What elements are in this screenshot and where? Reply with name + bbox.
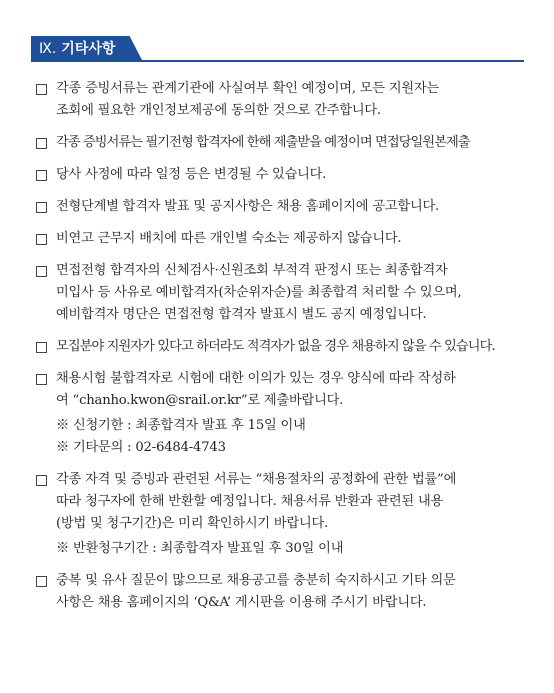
notice-note: ※ 신청기한 : 최종합격자 발표 후 15일 이내 [56,418,306,433]
checkbox-bullet-icon [36,342,47,353]
notice-line: 모집분야 지원자가 있다고 하더라도 적격자가 없을 경우 채용하지 않을 수 있습니다. [56,339,495,354]
notice-note: ※ 기타문의 : 02-6484-4743 [56,440,226,455]
notice-note: ※ 반환청구기간 : 최종합격자 발표일 후 30일 이내 [56,541,344,556]
notice-line: 전형단계별 합격자 발표 및 공지사항은 채용 홈페이지에 공고합니다. [56,199,440,214]
section-underline [31,60,524,62]
notice-line: 면접전형 합격자의 신체검사·신원조회 부적격 판정시 또는 최종합격자 [56,263,448,278]
checkbox-bullet-icon [36,576,47,587]
notice-list [36,78,526,614]
checkbox-bullet-icon [36,374,47,385]
notice-line: 각종 자격 및 증빙과 관련된 서류는 “채용절차의 공정화에 관한 법률”에 [56,472,457,487]
notice-line: 각종 증빙서류는 필기전형 합격자에 한해 제출받을 예정이며 면접당일원본제출 [56,135,470,150]
notice-item [36,228,526,250]
notice-line: 여 “chanho.kwon@srail.or.kr”로 제출바랍니다. [56,393,344,408]
notice-line: 사항은 채용 홈페이지의 ‘Q&A’ 게시판을 이용해 주시기 바랍니다. [56,595,427,610]
section-header [31,36,524,62]
notice-line: 각종 증빙서류는 관계기관에 사실여부 확인 예정이며, 모든 지원자는 [56,81,440,96]
notice-line: 조회에 필요한 개인정보제공에 동의한 것으로 간주합니다. [56,103,381,118]
checkbox-bullet-icon [36,475,47,486]
notice-line: 미입사 등 사유로 예비합격자(차순위자순)를 최종합격 처리할 수 있으며, [56,285,462,300]
notice-item [36,164,526,186]
checkbox-bullet-icon [36,266,47,277]
notice-item [36,78,526,122]
notice-item [36,368,526,459]
notice-item [36,336,526,358]
notice-line: 채용시험 불합격자로 시험에 대한 이의가 있는 경우 양식에 따라 작성하 [56,371,456,386]
section-number: Ⅸ. [39,41,57,57]
notice-line: 당사 사정에 따라 일정 등은 변경될 수 있습니다. [56,167,327,182]
notice-line: 예비합격자 명단은 면접전형 합격자 발표시 별도 공지 예정입니다. [56,307,427,322]
notice-line: (방법 및 청구기간)은 미리 확인하시기 바랍니다. [56,516,329,531]
notice-item [36,469,526,560]
notice-item [36,570,526,614]
checkbox-bullet-icon [36,234,47,245]
notice-line: 따라 청구자에 한해 반환할 예정입니다. 채용서류 반환과 관련된 내용 [56,494,444,509]
checkbox-bullet-icon [36,84,47,95]
section-heading [39,39,115,59]
checkbox-bullet-icon [36,170,47,181]
notice-item [36,132,526,154]
notice-item [36,260,526,326]
checkbox-bullet-icon [36,202,47,213]
notice-item [36,196,526,218]
checkbox-bullet-icon [36,138,47,149]
section-title: 기타사항 [61,41,116,57]
notice-line: 중복 및 유사 질문이 많으므로 채용공고를 충분히 숙지하시고 기타 의문 [56,573,456,588]
notice-line: 비연고 근무지 배치에 따른 개인별 숙소는 제공하지 않습니다. [56,231,402,246]
